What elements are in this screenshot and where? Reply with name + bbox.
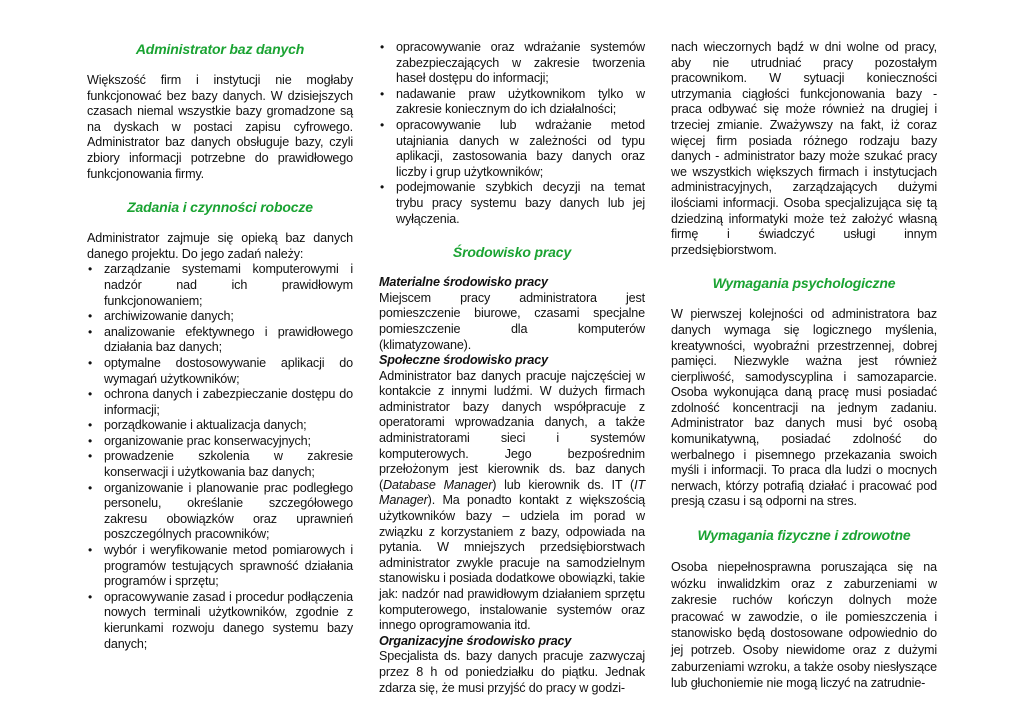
list-item: • podejmowanie szybkich decyzji na temat trybu pracy systemu bazy danych lub jej wyłączenia. [379, 180, 645, 227]
list-item: • opracowywanie lub wdrażanie metod utajniania danych w zależności od typu aplikacji, zastosowania bazy danych oraz liczby i grup użytkowników; [379, 118, 645, 180]
subtitle-organizational-environment: Organizacyjne środowisko pracy [379, 633, 572, 648]
it-manager-term: IT Manager [379, 477, 646, 508]
section-title-psychological: Wymagania psychologiczne [712, 275, 896, 292]
list-item: • zarządzanie systemami komputerowymi i nadzór nad ich prawidłowym funkcjonowaniem; [87, 262, 353, 309]
section-title-tasks: Zadania i czynności robocze [127, 199, 313, 216]
section-title-administrator: Administrator baz danych [135, 41, 305, 57]
list-item: • opracowywanie zasad i procedur podłączenia nowych terminali użytkowników, zgodnie z kierunkami rozwoju danego systemu bazy danych; [87, 590, 353, 652]
tasks-list-continued [379, 40, 645, 227]
list-item: • organizowanie i planowanie prac podległego personelu, określanie szczegółowego zakresu obowiązków oraz uprawnień poszczególnych pracowników; [87, 481, 353, 543]
tasks-list [87, 262, 353, 652]
column-2 [379, 40, 645, 696]
list-item: • opracowywanie oraz wdrażanie systemów zabezpieczających w zakresie tworzenia haseł dostępu do informacji; [379, 40, 645, 87]
column-1 [87, 40, 353, 652]
organizational-continued-text: nach wieczornych bądź w dni wolne od pracy, aby nie utrudniać pracy pozostałym pracownikom. W sytuacji konieczności utrzymania ciągłości funkcjonowania bazy - praca odbywać się może również na drugiej i trzeciej zmianie. Zważywszy na fakt, iż coraz więcej firm posiada różnego rodzaju bazy danych - administrator bazy może szukać pracy we wszystkich większych firmach i instytucjach administracyjnych, zarządzających dużymi ilościami informacji. Osoba specjalizująca się tą dziedziną informatyki może też założyć własną firmę i świadczyć usługi innym przedsiębiorstwom. [671, 40, 937, 257]
physical-requirements-text: Osoba niepełnosprawna poruszająca się na wózku inwalidzkim oraz z zaburzeniami w zakresie ruchów kończyn dolnych może pracować w zawodzie, o ile pomieszczenia i stanowisko będą dostosowane odpowiednio do jej potrzeb. Osoby niewidome oraz z dużymi zaburzeniami wzroku, a także osoby niesłyszące lub głuchoniemie nie mogą liczyć na zatrudnie- [671, 560, 937, 691]
list-item: • porządkowanie i aktualizacja danych; [87, 418, 353, 434]
list-item: • optymalne dostosowywanie aplikacji do wymagań użytkowników; [87, 356, 353, 387]
list-item: • ochrona danych i zabezpieczanie dostępu do informacji; [87, 387, 353, 418]
material-environment-text: Miejscem pracy administratora jest pomieszczenie biurowe, czasami specjalne pomieszczenie dla komputerów (klimatyzowane). [379, 290, 645, 352]
section-title-physical: Wymagania fizyczne i zdrowotne [697, 527, 911, 544]
list-item: • prowadzenie szkolenia w zakresie konserwacji i użytkowania baz danych; [87, 449, 353, 480]
list-item: • organizowanie prac konserwacyjnych; [87, 434, 353, 450]
list-item: • wybór i weryfikowanie metod pomiarowych i programów testujących sprawność działania programów i sprzętu; [87, 543, 353, 590]
subtitle-material-environment: Materialne środowisko pracy [379, 275, 548, 290]
list-item: • nadawanie praw użytkownikom tylko w zakresie koniecznym do ich działalności; [379, 87, 645, 118]
column-3 [671, 40, 937, 692]
database-manager-term: Database Manager [383, 477, 493, 492]
subtitle-social-environment: Społeczne środowisko pracy [379, 353, 548, 368]
organizational-environment-text: Specjalista ds. bazy danych pracuje zazwyczaj przez 8 h od poniedziałku do piątku. Jednak zdarza się, że musi przyjść do pracy w godzi- [379, 649, 645, 695]
social-environment-text: Administrator baz danych pracuje najczęściej w kontakcie z innymi ludźmi. W dużych firmach administrator bazy danych współpracuje z operatorami wprowadzania danych, a także administratorami sieci i systemów komputerowych. Jego bezpośrednim przełożonym jest kierownik ds. baz danych (Database Manager) lub kierownik ds. IT (IT Manager). Ma ponadto kontakt z większością użytkowników bazy – udziela im porad w związku z korzystaniem z bazy, odpowiada na pytania. W mniejszych przedsiębiorstwach administrator zwykle pracuje na samodzielnym stanowisku i posiada dodatkowe obowiązki, takie jak: nadzór nad prawidłowym działaniem sprzętu komputerowego, instalowanie systemów oraz innego oprogramowania itd. [379, 368, 646, 633]
list-item: • archiwizowanie danych; [87, 309, 353, 325]
section-title-work-environment: Środowisko pracy [452, 244, 572, 261]
intro-paragraph: Większość firm i instytucji nie mogłaby funkcjonować bez bazy danych. W dzisiejszych czasach niemal wszystkie bazy gromadzone są na dyskach w postaci zapisu cyfrowego. Administrator baz danych obsługuje bazy, czyli zbiory informacji potrzebne do prawidłowego funkcjonowania firmy. [87, 73, 353, 181]
psychological-requirements-text: W pierwszej kolejności od administratora baz danych wymaga się logicznego myślenia, kreatywności, wyobraźni przestrzennej, dobrej pamięci. Niezwykle ważna jest również cierpliwość, samodyscyplina i samozaparcie. Osoba wykonująca daną pracę musi posiadać zdolność koncentracji na jednym zadaniu. Administrator baz danych musi być osobą komunikatywną, posiadać zdolność do werbalnego i pisemnego przekazania swoich myśli i informacji. To praca dla ludzi o mocnych nerwach, którzy potrafią działać i pracować pod presją czasu i są odporni na stres. [671, 307, 937, 509]
list-item: • analizowanie efektywnego i prawidłowego działania baz danych; [87, 325, 353, 356]
tasks-intro: Administrator zajmuje się opieką baz danych danego projektu. Do jego zadań należy: [87, 231, 353, 261]
